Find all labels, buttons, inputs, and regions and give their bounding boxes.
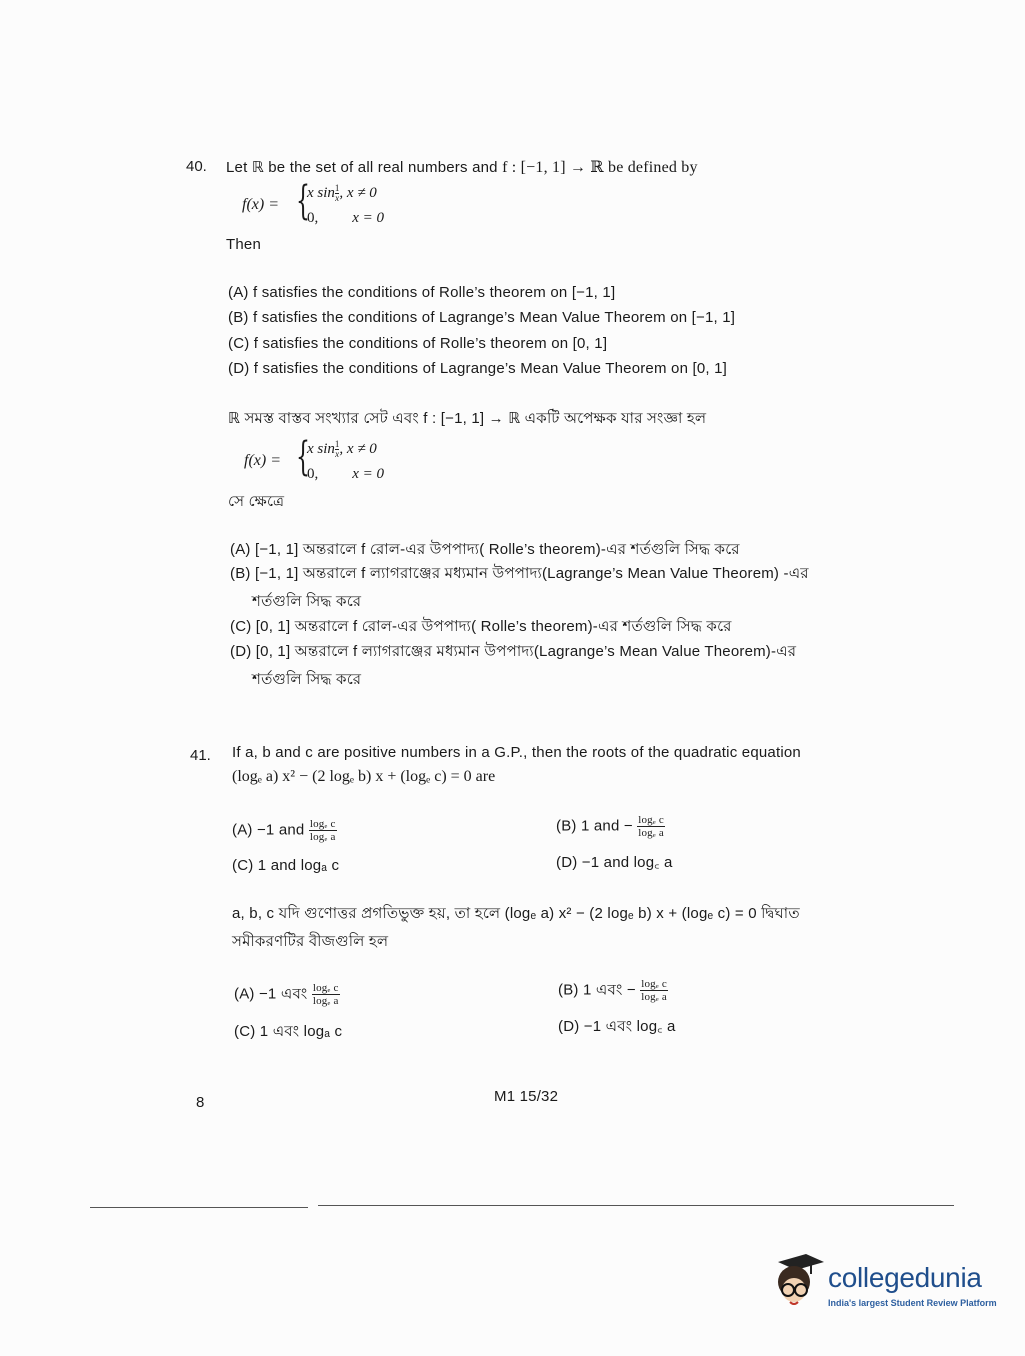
q40-stem-math: f : [−1, 1] → ℝ be defined by [502,159,698,176]
q40-bn-option-c: (C) [0, 1] অন্তরালে f রোল-এর উপপাদ্য( Rolle’s theorem)-এর শর্তগুলি সিদ্ধ করে [230,618,732,635]
q40-stem-text: Let ℝ be the set of all real numbers and [226,159,498,176]
page-code: M1 15/32 [494,1088,559,1105]
brand-name: collegedunia [828,1262,982,1293]
q41-bn-option-d: (D) −1 এবং log꜀ a [558,1018,676,1035]
q40-bn-fx-label: f(x) = [244,452,281,469]
page-mark: 8 [196,1094,205,1111]
q40-bn-brace: { [296,434,310,480]
q40-then: Then [226,236,261,253]
q40-bn-then: সে ক্ষেত্রে [228,493,285,510]
footer-rule-left [90,1207,308,1208]
q41-bn-stem: a, b, c যদি গুণোত্তর প্রগতিভুক্ত হয়, তা হলে (logₑ a) x² − (2 logₑ b) x + (logₑ c) = 0 দ্বিঘাত [232,905,800,922]
q40-option-a: (A) f satisfies the conditions of Rolle’s theorem on [−1, 1] [228,284,616,301]
q41-option-a: (A) −1 and $\frac{\text{logₑ c}}{\text{logₑ a}}$ [232,818,336,843]
q40-option-b: (B) f satisfies the conditions of Lagrange’s Mean Value Theorem on [−1, 1] [228,309,736,326]
q40-bn-option-d: (D) [0, 1] অন্তরালে f ল্যাগরাঞ্জের মধ্যমান উপপাদ্য(Lagrange’s Mean Value Theorem)-এর [230,643,797,660]
q40-bn-stem: ℝ সমস্ত বাস্তব সংখ্যার সেট এবং f : [−1, 1] → ℝ একটি অপেক্ষক যার সংজ্ঞা হল [228,410,707,427]
question-number-41: 41. [190,747,211,764]
q41-bn-option-c: (C) 1 এবং logₐ c [234,1023,343,1040]
q41-bn-option-b: (B) 1 এবং − $\frac{\text{logₑ c}}{\text{logₑ a}}$ [558,978,667,1003]
q40-case2: 0, x = 0 [307,210,385,226]
brand-tagline: India's largest Student Review Platform [828,1298,997,1308]
q40-fx-label: f(x) = [242,196,279,213]
q41-bn-option-a: (A) −1 এবং $\frac{\text{logₑ c}}{\text{logₑ a}}$ [234,982,339,1007]
q40-bn-case1: x sin $\frac{1}{x}$, x ≠ 0 [307,439,377,459]
q40-bn-case2: 0, x = 0 [307,466,385,482]
q40-option-c: (C) f satisfies the conditions of Rolle’s theorem on [0, 1] [228,335,608,352]
q41-stem: If a, b and c are positive numbers in a G.P., then the roots of the quadratic equation [232,744,801,761]
q40-option-d: (D) f satisfies the conditions of Lagrange’s Mean Value Theorem on [0, 1] [228,360,728,377]
q41-option-c: (C) 1 and logₐ c [232,857,340,874]
q40-brace: { [296,178,310,224]
q40-case1: x sin $\frac{1}{x}$, x ≠ 0 [307,183,377,203]
question-number-40: 40. [186,158,207,175]
footer-rule-right [318,1205,954,1206]
q40-bn-option-b-cont: শর্তগুলি সিদ্ধ করে [252,593,362,610]
q41-option-d: (D) −1 and log꜀ a [556,854,673,871]
q41-equation: (logₑ a) x² − (2 logₑ b) x + (logₑ c) = 0 are [232,768,496,785]
collegedunia-mascot-icon [766,1252,826,1312]
q41-option-b: (B) 1 and − $\frac{\text{logₑ c}}{\text{logₑ a}}$ [556,814,664,839]
q41-bn-stem-cont: সমীকরণটির বীজগুলি হল [232,933,389,950]
q40-bn-option-d-cont: শর্তগুলি সিদ্ধ করে [252,671,362,688]
q40-bn-option-a: (A) [−1, 1] অন্তরালে f রোল-এর উপপাদ্য( Rolle’s theorem)-এর শর্তগুলি সিদ্ধ করে [230,541,740,558]
q40-bn-option-b: (B) [−1, 1] অন্তরালে f ল্যাগরাঞ্জের মধ্যমান উপপাদ্য(Lagrange’s Mean Value Theorem) -এর [230,565,809,582]
q40-stem [226,157,698,177]
